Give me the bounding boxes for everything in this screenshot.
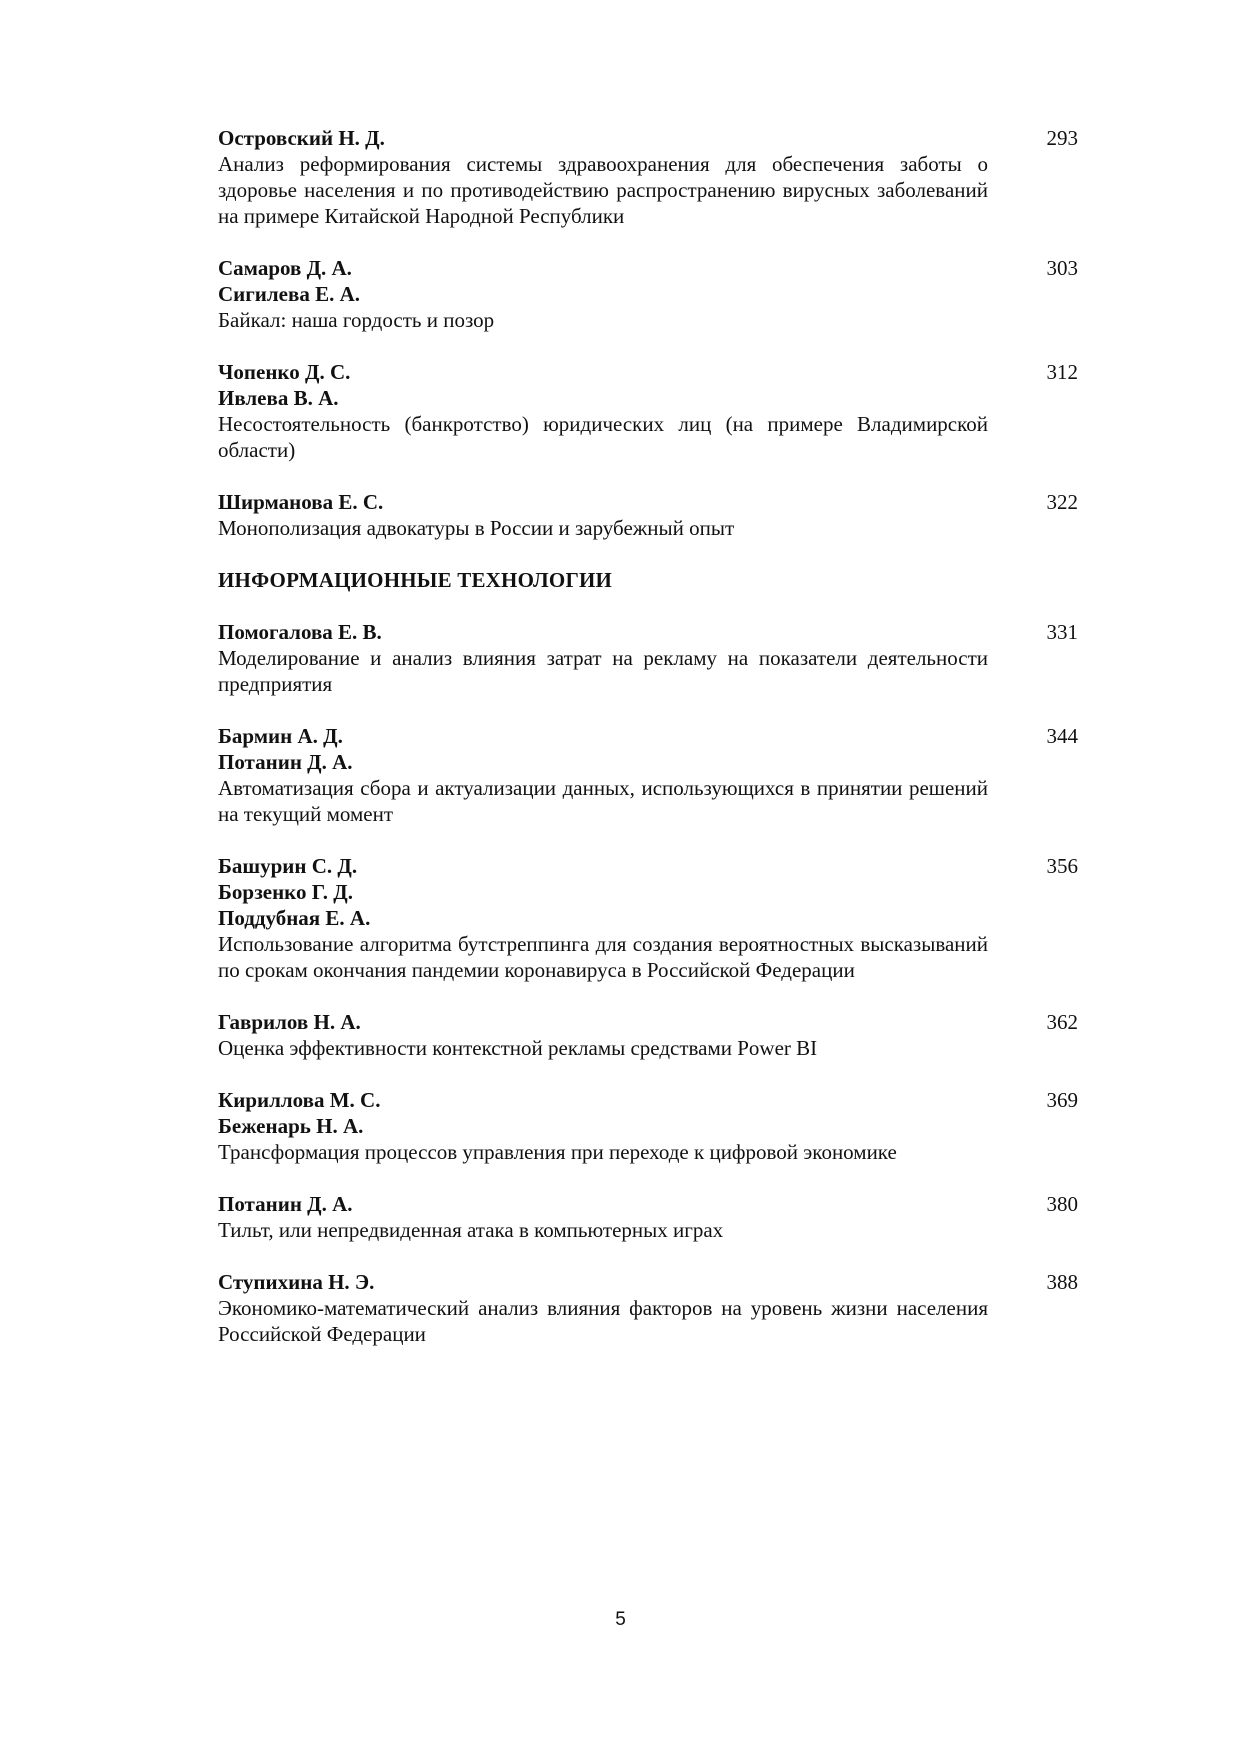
entry-title: Моделирование и анализ влияния затрат на рекламу на показатели деятельности предприятия (218, 646, 988, 696)
footer-page-number: 5 (615, 1609, 626, 1630)
author-name: Чопенко Д. С. (218, 360, 351, 384)
entry-title: Оценка эффективности контекстной рекламы средствами Power BI (218, 1036, 818, 1060)
author-name: Борзенко Г. Д. (218, 880, 353, 904)
page-number: 388 (1046, 1270, 1078, 1294)
entry-authors (218, 1191, 988, 1217)
entry-authors (218, 619, 988, 645)
table-of-contents (218, 125, 1078, 1373)
author-name: Кириллова М. С. (218, 1088, 381, 1112)
author-name: Островский Н. Д. (218, 126, 385, 150)
entry-authors (218, 853, 988, 931)
entry-title: Трансформация процессов управления при переходе к цифровой экономике (218, 1140, 897, 1164)
author-name: Башурин С. Д. (218, 854, 358, 878)
entry-title: Анализ реформирования системы здравоохранения для обеспечения заботы о здоровье населения и по противодействию распространению вирусных заболеваний на примере Китайской Народной Республики (218, 152, 988, 228)
entry-authors (218, 1087, 988, 1139)
page-number: 331 (1046, 620, 1078, 644)
entry-title: Автоматизация сбора и актуализации данных, использующихся в принятии решений на текущий момент (218, 776, 988, 826)
author-name: Самаров Д. А. (218, 256, 352, 280)
page-number: 369 (1046, 1088, 1078, 1112)
author-name: Ступихина Н. Э. (218, 1270, 375, 1294)
author-name: Ширманова Е. С. (218, 490, 384, 514)
author-name: Поддубная Е. А. (218, 906, 371, 930)
page-number: 293 (1046, 126, 1078, 150)
entry-title: Монополизация адвокатуры в России и зарубежный опыт (218, 516, 735, 540)
author-name: Бармин А. Д. (218, 724, 343, 748)
toc-entry[interactable] (218, 359, 1078, 463)
toc-entry[interactable] (218, 619, 1078, 697)
toc-entry[interactable] (218, 125, 1078, 229)
entry-title: Байкал: наша гордость и позор (218, 308, 495, 332)
author-name: Гаврилов Н. А. (218, 1010, 361, 1034)
entry-title: Тильт, или непредвиденная атака в компьютерных играх (218, 1218, 724, 1242)
author-name: Беженарь Н. А. (218, 1114, 364, 1138)
entry-authors (218, 1009, 988, 1035)
toc-entry[interactable] (218, 1191, 1078, 1243)
toc-entry[interactable] (218, 1269, 1078, 1347)
page-number: 356 (1046, 854, 1078, 878)
section-heading: ИНФОРМАЦИОННЫЕ ТЕХНОЛОГИИ (218, 568, 613, 592)
author-name: Ивлева В. А. (218, 386, 339, 410)
entry-title: Использование алгоритма бутстреппинга для создания вероятностных высказываний по срокам окончания пандемии коронавируса в Российской Федерации (218, 932, 988, 982)
entry-title: Несостоятельность (банкротство) юридических лиц (на примере Владимирской области) (218, 412, 988, 462)
entry-authors (218, 359, 988, 411)
toc-entry[interactable] (218, 255, 1078, 333)
entry-authors (218, 125, 988, 151)
entry-authors (218, 723, 988, 775)
entry-authors (218, 489, 988, 515)
toc-entry[interactable] (218, 1009, 1078, 1061)
page-number: 303 (1046, 256, 1078, 280)
author-name: Потанин Д. А. (218, 1192, 353, 1216)
page-number: 312 (1046, 360, 1078, 384)
author-name: Потанин Д. А. (218, 750, 353, 774)
entry-authors (218, 1269, 988, 1295)
page-number: 322 (1046, 490, 1078, 514)
author-name: Помогалова Е. В. (218, 620, 382, 644)
toc-entry[interactable] (218, 1087, 1078, 1165)
entry-authors (218, 255, 988, 307)
entry-title: Экономико-математический анализ влияния факторов на уровень жизни населения Российской Федерации (218, 1296, 988, 1346)
page-number: 344 (1046, 724, 1078, 748)
page-number: 362 (1046, 1010, 1078, 1034)
author-name: Сигилева Е. А. (218, 282, 361, 306)
toc-entry[interactable] (218, 489, 1078, 541)
toc-entry[interactable] (218, 723, 1078, 827)
page-number: 380 (1046, 1192, 1078, 1216)
toc-entry[interactable] (218, 853, 1078, 983)
